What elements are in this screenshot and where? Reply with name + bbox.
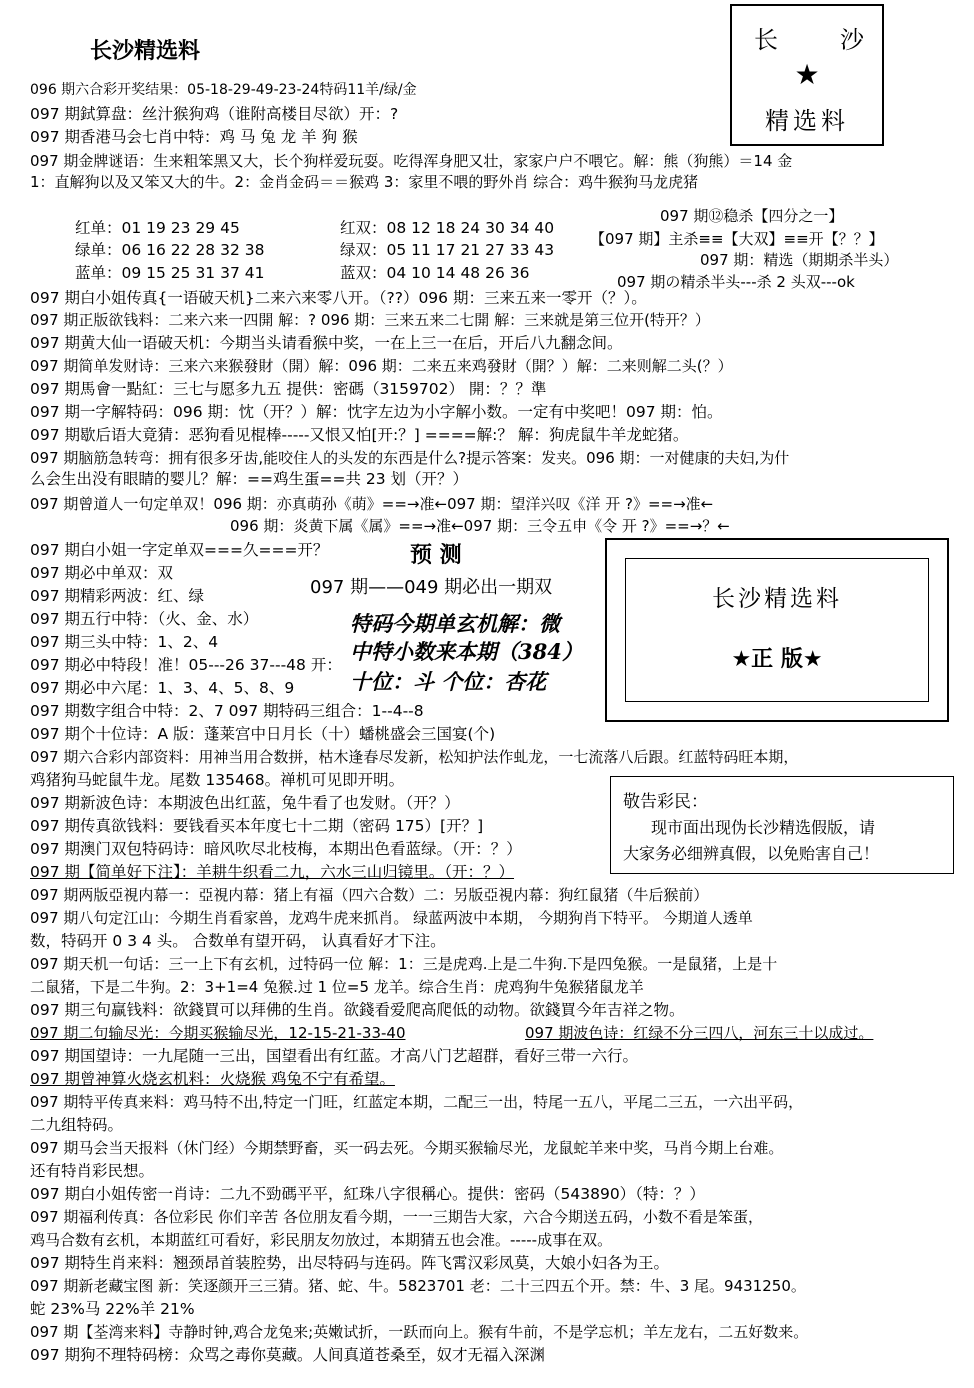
text-line: 097 期白小姐传真{一语破天机}二来六来零八开。（??）096 期：三来五来一零开（？）。 bbox=[30, 289, 647, 307]
text-line: 097 期【荃湾来料】寺静时钟,鸡合龙兔来;英嫩试折，一跃而向上。猴有牛前，不是学忘机；羊左龙右，二五好数来。 bbox=[30, 1323, 809, 1341]
text-line: 鸡马合数有玄机，本期蓝红可看好，彩民朋友勿放过，本期猜五也会准。-----成事在双。 bbox=[30, 1231, 613, 1249]
right-note: 097 期⑫稳杀【四分之一】 bbox=[660, 207, 844, 225]
text-line: 097 期五行中特：（火、金、水） bbox=[30, 610, 259, 628]
text-line: 097 期一字解特码：096 期：忱（开？）解：忱字左边为小字解小数。一定有中奖吧！097 期：怕。 bbox=[30, 403, 723, 421]
text-line: 097 期白小姐一字定单双===久===开？ bbox=[30, 541, 329, 559]
text-line: 二鼠猪，下是二牛狗。2：3+1=4 兔猴.过 1 位=5 龙羊。综合生肖：虎鸡狗牛兔猴猪鼠龙羊 bbox=[30, 978, 644, 996]
blue-double: 蓝双：04 10 14 48 26 36 bbox=[340, 264, 530, 282]
prediction-handwriting: 中特小数来本期（384） bbox=[350, 639, 583, 664]
right-note: 097 期の精杀半头---杀 2 头双---ok bbox=[617, 273, 855, 291]
text-line: 097 期国望诗：一九尾随一三出，国望看出有红蓝。才高八门艺超群，看好三带一六行。 bbox=[30, 1047, 639, 1065]
red-double: 红双：08 12 18 24 30 34 40 bbox=[340, 219, 555, 237]
text-line: 097 期六合彩内部资料：用神当用合数拼，枯木逢春尽发新，松知护法作虬龙，一七流落八后跟。红蓝特码旺本期， bbox=[30, 748, 799, 766]
text-line: 数，特码开 0 3 4 头。 合数单有望开码， 认真看好才下注。 bbox=[30, 932, 446, 950]
green-single: 绿单：06 16 22 28 32 38 bbox=[75, 241, 265, 259]
text-line: 097 期福利传真：各位彩民 你们辛苦 各位朋友看今期，一一三期告大家，六合今期送五码，小数不看是笨蛋， bbox=[30, 1208, 763, 1226]
green-double: 绿双：05 11 17 21 27 33 43 bbox=[340, 241, 555, 259]
text-line: 097 期简单发财诗：三来六来猴發財（開）解：096 期：二来五来鸡發財（開？）解：二来则解二头(？） bbox=[30, 357, 733, 375]
text-line: 二九组特码。 bbox=[30, 1116, 124, 1134]
text-line: 097 期个十位诗：A 版：蓬莱宫中日月长（十）蟠桃盛会三国宴(个) bbox=[30, 725, 496, 743]
red-single: 红单：01 19 23 29 45 bbox=[75, 219, 240, 237]
text-line: 097 期鉽算盘：丝汁猴狗鸡（谁附高楼目尽欲）开：? bbox=[30, 105, 399, 123]
text-line: 097 期特平传真来料：鸡马特不出,特定一门旺，红蓝定本期，二配三一出，特尾一五八，平尾二三五，一六出平码， bbox=[30, 1093, 804, 1111]
text-line: 097 期脑筋急转弯：拥有很多牙齿,能咬住人的头发的东西是什么?提示答案：发夹。096 期：一对健康的夫妇,为什 bbox=[30, 449, 790, 467]
right-note: 097 期：精选（期期杀半头） bbox=[700, 251, 899, 269]
text-line: 097 期马会当天报料（休门经）今期禁野畜，买一码去死。今期买猴输尽光，龙鼠蛇羊来中奖，马肖今期上台难。 bbox=[30, 1139, 784, 1157]
notice-box bbox=[610, 776, 954, 874]
text-line: 么会生出没有眼睛的婴儿？解：==鸡生蛋==共 23 划（开？） bbox=[30, 470, 469, 488]
text-line: 097 期新波色诗：本期波色出红蓝，兔牛看了也发财。（开？） bbox=[30, 794, 460, 812]
logo-char-left: 长 bbox=[754, 26, 778, 54]
logo-char-right: 沙 bbox=[840, 26, 864, 54]
text-line: 097 期三头中特：1、2、4 bbox=[30, 633, 219, 651]
text-line: 097 期黄大仙一语破天机：今期当头请看猴中奖，一在上三一在后，开后八九翻念间。 bbox=[30, 334, 623, 352]
text-line: 鸡猪狗马蛇鼠牛龙。尾数 135468。禅机可见即开明。 bbox=[30, 771, 405, 789]
star-icon: ★ bbox=[794, 58, 820, 91]
text-line: 097 期波色诗：红绿不分三四八，河东三十以成过。 bbox=[525, 1024, 874, 1042]
prediction-heading: 预 测 bbox=[410, 543, 462, 568]
text-line: 097 期必中单双：双 bbox=[30, 564, 174, 582]
text-line: 097 期歇后语大竟猜：恶狗看见棍棒-----又恨又怕[开:？] ====解:？ 解：狗虎鼠牛羊龙蛇猪。 bbox=[30, 426, 689, 444]
text-line: 097 期白小姐传密一肖诗：二九不勁碼平平，紅珠八字很稱心。提供：密码（543890）（特：？） bbox=[30, 1185, 705, 1203]
brand-box-title: 长沙精选料 bbox=[712, 586, 842, 612]
notice-line: 大家务必细辨真假，以免贻害自己！ bbox=[623, 844, 880, 863]
text-line: 1：直解狗以及又笨又大的牛。2：金肖金码＝＝猴鸡 3：家里不喂的野外肖 综合：鸡牛猴狗马龙虎猪 bbox=[30, 173, 699, 191]
text-line: 097 期金牌谜语：生来粗笨黑又大，长个狗样爱玩耍。吃得浑身肥又壮，家家户户不喂它。解：熊（狗熊）＝14 金 bbox=[30, 152, 793, 170]
notice-line: 现市面出现伪长沙精选假版，请 bbox=[651, 818, 876, 837]
prediction-line: 097 期——049 期必出一期双 bbox=[310, 577, 553, 598]
text-line: 097 期狗不理特码榜：众骂之毒你莫藏。人间真道苍桑至，奴才无福入深渊 bbox=[30, 1346, 546, 1364]
text-line: 096 期：炎黄下属《属》==→准←097 期：三令五申《令 开 ?》==→？← bbox=[230, 517, 730, 535]
text-line: 097 期曾神算火烧玄机料：火烧猴 鸡兔不宁有希望。 bbox=[30, 1070, 395, 1088]
prediction-handwriting: 十位：斗 个位：杏花 bbox=[350, 669, 547, 694]
text-line: 097 期二句输尽光：今期买猴输尽光，12-15-21-33-40 bbox=[30, 1024, 406, 1042]
text-line: 097 期必中特段！准！05---26 37---48 开： bbox=[30, 656, 342, 674]
text-line: 097 期精彩两波：红、绿 bbox=[30, 587, 205, 605]
text-line: 097 期数字组合中特：2、7 097 期特码三组合：1--4--8 bbox=[30, 702, 424, 720]
right-note: 【097 期】主杀≡≡【大双】≡≡开【？？】 bbox=[590, 230, 884, 248]
text-line: 097 期八句定江山：今期生肖看家兽，龙鸡牛虎来抓肖。 绿蓝两波中本期， 今期狗肖下特平。 今期道人透单 bbox=[30, 909, 753, 927]
logo-box bbox=[730, 4, 884, 146]
text-line: 097 期传真欲钱料：要钱看买本年度七十二期（密码 175）[开？] bbox=[30, 817, 484, 835]
page-title: 长沙精选料 bbox=[90, 39, 201, 64]
text-line: 蛇 23%马 22%羊 21% bbox=[30, 1300, 195, 1318]
text-line: 还有特肖彩民想。 bbox=[30, 1162, 155, 1180]
text-line: 097 期两版亞視内幕一：亞視内幕：猪上有福（四六合数）二：另版亞視内幕：狗红鼠猪（牛后猴前） bbox=[30, 886, 709, 904]
notice-heading: 敬告彩民： bbox=[623, 792, 708, 812]
blue-single: 蓝单：09 15 25 31 37 41 bbox=[75, 264, 265, 282]
brand-box-subtitle: ★正 版★ bbox=[731, 647, 823, 672]
text-line: 097 期必中六尾：1、3、4、5、8、9 bbox=[30, 679, 295, 697]
text-line: 097 期天机一句话：三一上下有玄机，过特码一位 解：1：三是虎鸡.上是二牛狗.下是四兔猴。一是鼠猪，上是十 bbox=[30, 955, 778, 973]
text-line: 097 期香港马会七肖中特：鸡 马 兔 龙 羊 狗 猴 bbox=[30, 128, 358, 146]
brand-box bbox=[605, 538, 949, 722]
text-line: 097 期馬會一點紅：三七与愿多九五 提供：密碼（3159702） 開：？？準 bbox=[30, 380, 547, 398]
text-line: 097 期曾道人一句定单双！096 期：亦真萌孙《萌》==→准←097 期：望洋兴叹《洋 开 ?》==→准← bbox=[30, 495, 714, 513]
text-line: 096 期六合彩开奖结果：05-18-29-49-23-24特码11羊/绿/金 bbox=[30, 82, 417, 98]
logo-bottom-text: 精选料 bbox=[765, 107, 849, 135]
text-line: 097 期特生肖来料：翘颈昂首装腔势，出尽特码与连码。阵飞霄汉彩凤莫，大娘小妇各为王。 bbox=[30, 1254, 670, 1272]
text-line: 097 期【简单好下注】：羊耕牛织看二九，六水三山归镜里。（开：？） bbox=[30, 863, 515, 881]
text-line: 097 期新老藏宝图 新：笑逐颜开三三猜。猪、蛇、牛。5823701 老：二十三四五个开。禁：牛、3 尾。9431250。 bbox=[30, 1277, 806, 1295]
prediction-handwriting: 特码今期单玄机解：微 bbox=[350, 611, 560, 636]
text-line: 097 期澳门双包特码诗：暗风吹尽北枝梅，本期出色看蓝绿。（开：？） bbox=[30, 840, 522, 858]
text-line: 097 期正版欲钱料：二来六来一四開 解：? 096 期：三来五来二七開 解：三来就是第三位开(特开？） bbox=[30, 311, 710, 329]
text-line: 097 期三句赢钱料：欲錢買可以拜佛的生肖。欲錢看爱爬高爬低的动物。欲錢買今年吉祥之物。 bbox=[30, 1001, 685, 1019]
